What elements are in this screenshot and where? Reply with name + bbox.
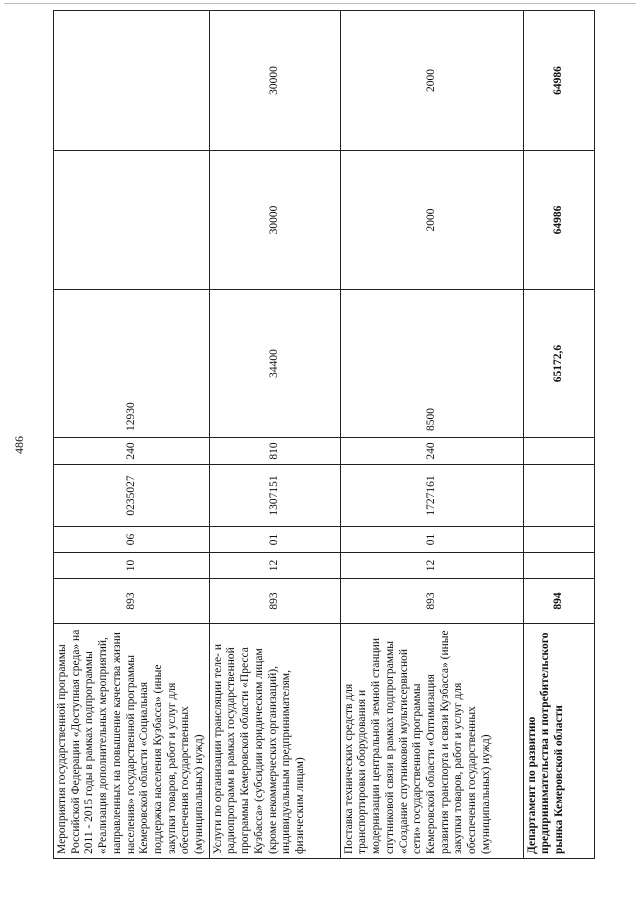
ministry-code: 893 <box>340 579 523 624</box>
table-row <box>340 11 523 859</box>
subsection-code: 06 <box>54 527 210 553</box>
row-description: Департамент по развитию предпринимательства и потребительского рынка Кемеровской области <box>523 624 594 859</box>
amount-year-1: 12930 <box>54 290 210 438</box>
amount-year-1: 8500 <box>340 290 523 438</box>
subsection-code: 01 <box>209 527 340 553</box>
budget-table <box>53 10 595 859</box>
target-code: 1727161 <box>340 465 523 527</box>
row-description: Услуги по организации трансляции теле- и радиопрограмм в рамках государственной программы Кемеровской области «Пресса Кузбасса» (субсидии юридическим лицам (кроме некоммерческих организаций), индивидуальным предпринимателям, физическим лицам) <box>209 624 340 859</box>
section-code <box>523 553 594 579</box>
subsection-code <box>523 527 594 553</box>
amount-year-1: 65172,6 <box>523 290 594 438</box>
target-code: 1307151 <box>209 465 340 527</box>
section-code: 12 <box>340 553 523 579</box>
amount-year-3: 30000 <box>209 11 340 151</box>
ministry-code: 894 <box>523 579 594 624</box>
amount-year-1: 34400 <box>209 290 340 438</box>
section-code: 12 <box>209 553 340 579</box>
subsection-code: 01 <box>340 527 523 553</box>
target-code: 0235027 <box>54 465 210 527</box>
amount-year-3: 2000 <box>340 11 523 151</box>
row-description: Поставка технических средств для транспортировки оборудования и модернизации центральной земной станции спутниковой связи в рамках подпрограммы «Создание спутниковой мультисервисной сети» государственной программы Кемеровской области «Оптимизация развития транспорта и связи Кузбасса» (иные закупки товаров, работ и услуг для обеспечения государственных (муниципальных) нужд) <box>340 624 523 859</box>
table-row <box>209 11 340 859</box>
section-code: 10 <box>54 553 210 579</box>
amount-year-2 <box>54 151 210 290</box>
amount-year-3: 64986 <box>523 11 594 151</box>
target-code <box>523 465 594 527</box>
expense-type-code: 810 <box>209 438 340 465</box>
amount-year-2: 2000 <box>340 151 523 290</box>
amount-year-2: 30000 <box>209 151 340 290</box>
ministry-code: 893 <box>54 579 210 624</box>
expense-type-code: 240 <box>54 438 210 465</box>
page-number: 486 <box>12 436 26 454</box>
expense-type-code <box>523 438 594 465</box>
table-row <box>54 11 210 859</box>
expense-type-code: 240 <box>340 438 523 465</box>
amount-year-3 <box>54 11 210 151</box>
ministry-code: 893 <box>209 579 340 624</box>
table-row <box>523 11 594 859</box>
amount-year-2: 64986 <box>523 151 594 290</box>
row-description: Мероприятия государственной программы Российской Федерации «Доступная среда» на 2011 - 2015 годы в рамках подпрограммы «Реализация дополнительных мероприятий, направленных на повышение качества жизни населения» государственной программы Кемеровской области «Социальная поддержка населения Кузбасса» (иные закупки товаров, работ и услуг для обеспечения государственных (муниципальных) нужд) <box>54 624 210 859</box>
